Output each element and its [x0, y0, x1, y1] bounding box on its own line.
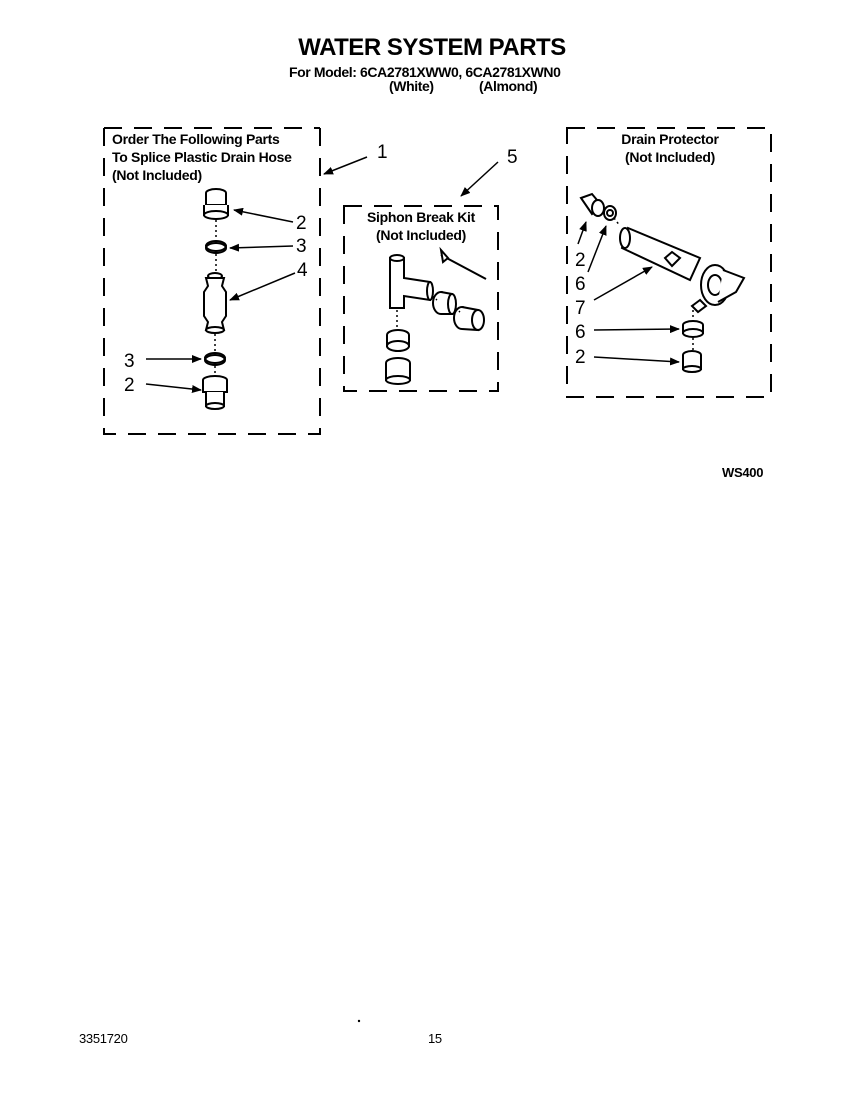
- drain-cap-top: [581, 194, 604, 216]
- siphon-leader: [461, 162, 498, 196]
- drain-washer-bottom: [683, 321, 703, 337]
- splice-heading-line-2: To Splice Plastic Drain Hose: [112, 149, 292, 165]
- callout-splice-top-ring: 3: [296, 236, 307, 257]
- variant-almond: (Almond): [479, 78, 538, 94]
- siphon-box-heading: [344, 208, 498, 244]
- drain-cap-bottom: [683, 351, 701, 372]
- splice-bottom-cap: [203, 376, 227, 409]
- siphon-cap-side: [454, 307, 484, 330]
- callout-splice-bottom-cap: 2: [124, 375, 135, 396]
- page-title: WATER SYSTEM PARTS: [298, 34, 566, 61]
- siphon-cap-bottom: [386, 358, 410, 384]
- callout-splice-connector: 4: [297, 260, 308, 281]
- siphon-pin: [441, 250, 486, 279]
- splice-connector: [204, 273, 226, 333]
- callout-drain-cap-bottom: 2: [575, 347, 586, 368]
- callout-drain-cap-top: 2: [575, 250, 586, 271]
- siphon-tee: [390, 255, 433, 308]
- splice-bottom-ring: [205, 353, 225, 365]
- variant-white: (White): [389, 78, 434, 94]
- splice-leaders: [146, 157, 367, 390]
- callout-drain-washer-top: 6: [575, 274, 586, 295]
- callout-drain-body: 7: [575, 298, 586, 319]
- siphon-nut-side: [433, 292, 456, 314]
- drain-heading-line-1: Drain Protector: [621, 131, 719, 147]
- callout-drain-washer-bottom: 6: [575, 322, 586, 343]
- siphon-heading-line-2: (Not Included): [376, 227, 466, 243]
- siphon-nut-bottom: [387, 330, 409, 351]
- figure-code: WS400: [722, 465, 764, 480]
- splice-top-cap: [204, 189, 228, 219]
- callout-splice-box: 1: [377, 142, 388, 163]
- splice-box-heading: [112, 130, 292, 184]
- drain-box-heading: [590, 130, 750, 166]
- footer-dot: [358, 1020, 360, 1022]
- siphon-heading-line-1: Siphon Break Kit: [367, 209, 475, 225]
- callout-splice-bottom-ring: 3: [124, 351, 135, 372]
- splice-heading-line-1: Order The Following Parts: [112, 131, 280, 147]
- model-line: For Model: 6CA2781XWW0, 6CA2781XWN0: [289, 64, 561, 80]
- drain-body: [620, 228, 744, 312]
- footer-part-number: 3351720: [79, 1031, 128, 1046]
- splice-heading-line-3: (Not Included): [112, 167, 202, 183]
- callout-siphon-box: 5: [507, 147, 518, 168]
- splice-top-ring: [206, 241, 226, 253]
- footer-page-number: 15: [428, 1031, 442, 1046]
- callout-splice-top-cap: 2: [296, 213, 307, 234]
- drain-heading-line-2: (Not Included): [625, 149, 715, 165]
